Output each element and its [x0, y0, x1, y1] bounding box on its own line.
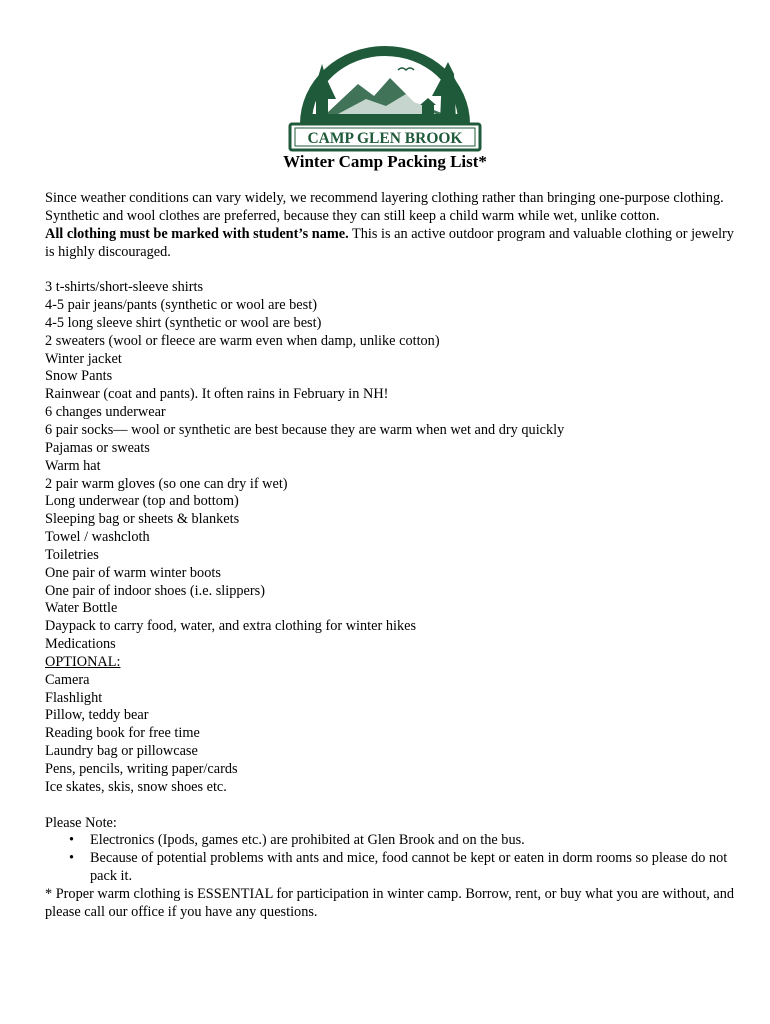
camp-glen-brook-logo: [286, 44, 484, 154]
note-item: [45, 850, 735, 886]
list-item: Winter jacket: [45, 350, 122, 367]
list-item: Snow Pants: [45, 368, 113, 385]
list-item: 2 pair warm gloves (so one can dry if wet): [45, 475, 288, 492]
list-item: Long underwear (top and bottom): [45, 493, 239, 510]
marking-rest: This is an active outdoor program and valuable clothing or jewelry is highly discouraged.: [45, 225, 734, 260]
notes-list: [45, 832, 735, 886]
marking-bold: All clothing must be marked with student’s name.: [45, 225, 349, 242]
optional-list-item: Ice skates, skis, snow shoes etc.: [45, 778, 227, 795]
optional-list-item: Camera: [45, 671, 90, 688]
list-item: Medications: [45, 636, 116, 653]
intro-paragraph: Since weather conditions can vary widely, we recommend layering clothing rather than bringing one-purpose clothing. Synthetic and wool clothes are preferred, because they can still keep a child warm while wet, unlike cotton.: [45, 190, 724, 224]
list-item: 6 pair socks— wool or synthetic are best because they are warm when wet and dry quickly: [45, 421, 565, 438]
logo-text: CAMP GLEN BROOK: [307, 130, 463, 147]
optional-list-item: Flashlight: [45, 689, 103, 706]
list-item: Warm hat: [45, 457, 101, 474]
document-body: [45, 190, 735, 922]
list-item: 4-5 pair jeans/pants (synthetic or wool are best): [45, 297, 317, 314]
optional-list: [45, 672, 735, 797]
optional-list-item: Pillow, teddy bear: [45, 707, 149, 724]
marking-paragraph: [45, 226, 735, 262]
list-item: 4-5 long sleeve shirt (synthetic or wool are best): [45, 314, 322, 331]
list-item: Daypack to carry food, water, and extra clothing for winter hikes: [45, 618, 417, 635]
footer-note: * Proper warm clothing is ESSENTIAL for participation in winter camp. Borrow, rent, or buy what you are without, and please call our office if you have any questions.: [45, 885, 735, 920]
bullet-icon: •: [69, 832, 75, 849]
optional-list-item: Reading book for free time: [45, 725, 200, 742]
list-item: One pair of indoor shoes (i.e. slippers): [45, 582, 265, 599]
optional-list-item: Laundry bag or pillowcase: [45, 743, 198, 760]
note-text: Because of potential problems with ants and mice, food cannot be kept or eaten in dorm rooms so please do not pack it.: [90, 850, 728, 885]
packing-list: [45, 279, 735, 654]
list-item: 6 changes underwear: [45, 404, 166, 421]
list-item: 2 sweaters (wool or fleece are warm even when damp, unlike cotton): [45, 332, 440, 349]
spacer: [45, 261, 735, 279]
list-item: Rainwear (coat and pants). It often rains in February in NH!: [45, 386, 389, 403]
list-item: Toiletries: [45, 546, 99, 563]
list-item: Pajamas or sweats: [45, 439, 150, 456]
optional-label: OPTIONAL:: [45, 653, 121, 670]
optional-list-item: Pens, pencils, writing paper/cards: [45, 761, 238, 777]
list-item: Water Bottle: [45, 600, 118, 617]
list-item: 3 t-shirts/short-sleeve shirts: [45, 279, 204, 296]
list-item: Towel / washcloth: [45, 529, 150, 546]
bullet-icon: •: [69, 850, 75, 867]
note-text: Electronics (Ipods, games etc.) are prohibited at Glen Brook and on the bus.: [90, 832, 525, 849]
list-item: One pair of warm winter boots: [45, 564, 221, 581]
note-item: [45, 832, 735, 850]
page-title: Winter Camp Packing List*: [283, 152, 487, 171]
note-label: Please Note:: [45, 814, 117, 831]
list-item: Sleeping bag or sheets & blankets: [45, 511, 240, 528]
spacer: [45, 797, 735, 815]
